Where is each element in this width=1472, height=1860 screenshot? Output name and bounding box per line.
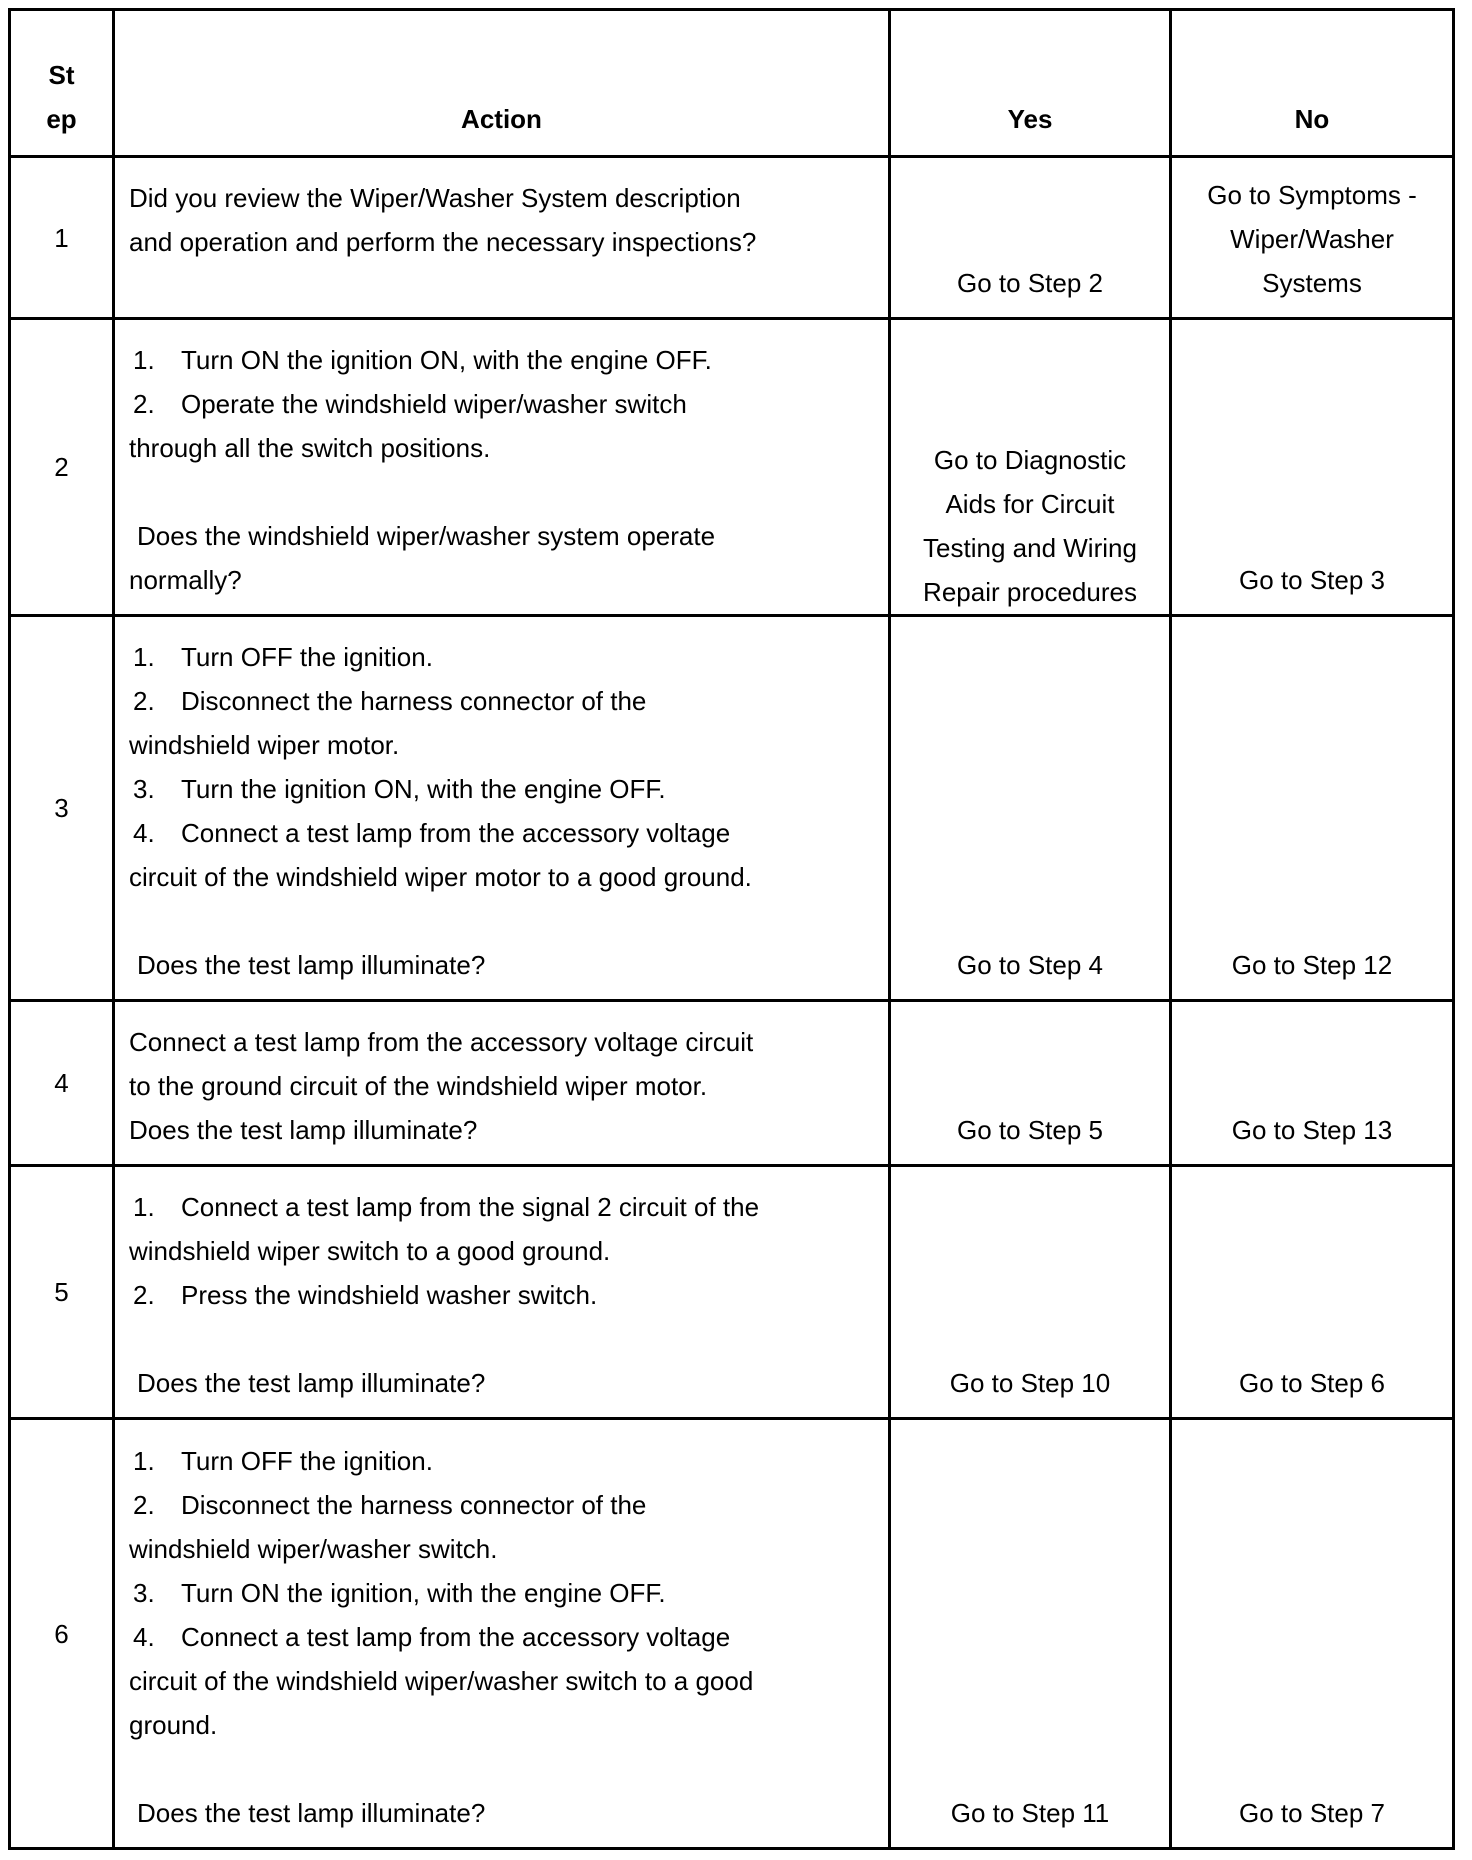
item-text: Connect a test lamp from the accessory voltage [181, 818, 731, 848]
item-text: Operate the windshield wiper/washer switch [181, 389, 687, 419]
item-number: 1. [133, 642, 155, 672]
table-row [10, 616, 1454, 1001]
item-number: 2. [133, 1489, 155, 1520]
no-cell: Go to Step 12 [1171, 616, 1454, 1001]
yes-text: Go to Diagnostic [933, 445, 1127, 475]
item-number: 4. [133, 818, 155, 848]
table-header-row [10, 10, 1454, 157]
action-cell [114, 616, 890, 1001]
header-step-line: ep [46, 104, 77, 134]
yes-cell: Go to Step 10 [890, 1166, 1171, 1419]
header-no: No [1171, 10, 1454, 157]
step-number: 6 [10, 1419, 114, 1849]
action-item [129, 1571, 874, 1615]
action-cell [114, 1419, 890, 1849]
item-text: Turn OFF the ignition. [181, 1445, 433, 1476]
no-text: Wiper/Washer [1230, 224, 1394, 254]
action-item [129, 1483, 874, 1527]
no-cell: Go to Step 13 [1171, 1001, 1454, 1166]
no-cell: Go to Step 7 [1171, 1419, 1454, 1849]
step-number: 1 [10, 157, 114, 319]
item-number: 2. [133, 1280, 155, 1310]
step-number: 2 [10, 319, 114, 616]
action-cell [114, 1001, 890, 1166]
table-row [10, 157, 1454, 319]
action-item [129, 1185, 874, 1229]
no-text: Go to Symptoms - [1207, 180, 1417, 210]
item-number: 3. [133, 1577, 155, 1608]
item-text: Turn OFF the ignition. [181, 642, 433, 672]
item-number: 4. [133, 1621, 155, 1652]
item-text: windshield wiper switch to a good ground. [129, 1236, 611, 1266]
item-number: 1. [133, 1192, 155, 1222]
action-text: and operation and perform the necessary inspections? [129, 227, 757, 257]
question-text: normally? [129, 565, 242, 595]
yes-cell: Go to Step 4 [890, 616, 1171, 1001]
question-text: Does the test lamp illuminate? [137, 1797, 486, 1828]
item-number: 2. [133, 389, 155, 419]
table-row [10, 1419, 1454, 1849]
action-item [129, 767, 874, 811]
table-row [10, 1166, 1454, 1419]
no-text: Systems [1262, 268, 1362, 298]
no-cell: Go to Step 6 [1171, 1166, 1454, 1419]
item-text: Press the windshield washer switch. [181, 1280, 598, 1310]
item-text: circuit of the windshield wiper motor to a good ground. [129, 862, 752, 892]
action-item [129, 382, 874, 426]
step-number: 5 [10, 1166, 114, 1419]
action-text: Does the test lamp illuminate? [129, 1115, 478, 1145]
action-item [129, 338, 874, 382]
diagnostic-table [8, 8, 1455, 1850]
no-cell [1171, 157, 1454, 319]
item-text: Connect a test lamp from the signal 2 circuit of the [181, 1192, 760, 1222]
action-item [129, 679, 874, 723]
action-text: Did you review the Wiper/Washer System description [129, 183, 741, 213]
action-item [129, 635, 874, 679]
yes-text: Testing and Wiring [923, 533, 1137, 563]
item-text: windshield wiper/washer switch. [129, 1533, 498, 1564]
step-number: 4 [10, 1001, 114, 1166]
action-cell [114, 157, 890, 319]
yes-cell: Go to Step 2 [890, 157, 1171, 319]
step-number: 3 [10, 616, 114, 1001]
item-number: 1. [133, 1445, 155, 1476]
item-number: 1. [133, 345, 155, 375]
item-text: Turn ON the ignition ON, with the engine OFF. [181, 345, 712, 375]
item-text: Turn ON the ignition, with the engine OFF. [181, 1577, 666, 1608]
item-text: ground. [129, 1709, 218, 1740]
yes-cell: Go to Step 11 [890, 1419, 1171, 1849]
header-yes: Yes [890, 10, 1171, 157]
no-cell: Go to Step 3 [1171, 319, 1454, 616]
table-row [10, 1001, 1454, 1166]
header-action: Action [114, 10, 890, 157]
header-step-line: St [48, 60, 75, 90]
table-row [10, 319, 1454, 616]
question-text: Does the windshield wiper/washer system operate [137, 521, 716, 551]
action-item [129, 1615, 874, 1659]
item-text: Disconnect the harness connector of the [181, 1489, 647, 1520]
action-cell [114, 319, 890, 616]
action-item [129, 811, 874, 855]
item-number: 3. [133, 774, 155, 804]
action-text: Connect a test lamp from the accessory voltage circuit [129, 1027, 754, 1057]
action-item [129, 1439, 874, 1483]
item-text: through all the switch positions. [129, 433, 491, 463]
item-text: Turn the ignition ON, with the engine OFF. [181, 774, 666, 804]
action-item [129, 1273, 874, 1317]
yes-cell: Go to Step 5 [890, 1001, 1171, 1166]
item-text: Connect a test lamp from the accessory voltage [181, 1621, 731, 1652]
action-cell [114, 1166, 890, 1419]
action-text: to the ground circuit of the windshield wiper motor. [129, 1071, 708, 1101]
item-text: Disconnect the harness connector of the [181, 686, 647, 716]
header-step [10, 10, 114, 157]
yes-cell [890, 319, 1171, 616]
yes-text: Repair procedures [923, 577, 1137, 607]
question-text: Does the test lamp illuminate? [137, 950, 486, 980]
yes-text: Aids for Circuit [945, 489, 1115, 519]
item-text: windshield wiper motor. [129, 730, 400, 760]
item-number: 2. [133, 686, 155, 716]
question-text: Does the test lamp illuminate? [137, 1368, 486, 1398]
item-text: circuit of the windshield wiper/washer switch to a good [129, 1665, 754, 1696]
